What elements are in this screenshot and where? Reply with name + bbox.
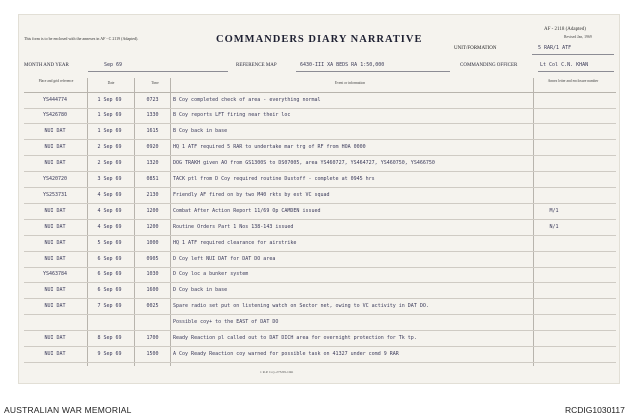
table-row — [24, 300, 616, 316]
record-id: RCDIG1030117 — [565, 405, 625, 415]
row-date: 6 Sep 69 — [97, 271, 122, 278]
row-date: 6 Sep 69 — [97, 287, 122, 294]
row-event: D Coy back in base — [173, 287, 228, 294]
form-number: AF - 2118 (Adapted) — [544, 27, 586, 32]
row-annex: N/1 — [549, 223, 559, 230]
row-event: D Coy left NUI DAT for DAT DO area — [173, 255, 276, 262]
table-row — [24, 316, 616, 332]
ref-map-underline — [296, 71, 450, 72]
unit-value: 5 RAR/1 ATF — [538, 45, 572, 51]
row-time: 1200 — [146, 223, 159, 230]
row-event: B Coy back in base — [173, 128, 228, 135]
table-row — [24, 188, 616, 204]
table-row — [24, 93, 616, 109]
row-place: NUI DAT — [44, 207, 66, 214]
print-footer: 1 R.P. Coy-273/69-10m — [260, 370, 294, 374]
col-header-place: Place and grid reference — [38, 79, 74, 83]
row-date: 6 Sep 69 — [97, 255, 122, 262]
row-time: 1320 — [146, 160, 159, 167]
row-event: DOG TRAKH given AO from GS1300S to DS07005, area YS460727, YS464727, YS460750, YS466750 — [173, 160, 435, 167]
row-date: 3 Sep 69 — [97, 176, 122, 182]
row-event: B Coy completed check of area - everything normal — [173, 96, 321, 103]
row-place: NUI DAT — [44, 128, 66, 135]
row-place: NUI DAT — [44, 255, 66, 262]
row-event: Possible coy+ to the EAST of DAT DO — [173, 319, 279, 326]
row-place: YS426780 — [42, 112, 68, 119]
row-time: 0905 — [146, 255, 159, 262]
row-place: NUI DAT — [44, 335, 66, 341]
table-row — [24, 347, 616, 363]
table-row — [24, 125, 616, 141]
table-row — [24, 173, 616, 189]
table-row — [24, 141, 616, 157]
row-event: TACK ptl from D Coy required routine Dustoff - complete at 0945 hrs — [173, 176, 375, 182]
unit-label: UNIT/FORMATION — [454, 46, 497, 51]
row-time: 1615 — [146, 128, 159, 135]
co-label: COMMANDING OFFICER — [460, 63, 518, 68]
page-title: COMMANDERS DIARY NARRATIVE — [216, 34, 423, 45]
row-time: 1000 — [146, 239, 159, 246]
row-event: HQ 1 ATF required 5 RAR to undertake mar trg of RF from HOA 0000 — [173, 144, 366, 151]
row-time: 1330 — [146, 112, 159, 119]
row-date: 5 Sep 69 — [97, 239, 122, 246]
row-event: Routine Orders Part 1 Nos 138-143 issued — [173, 223, 294, 230]
row-time: 1700 — [146, 335, 159, 341]
row-date: 7 Sep 69 — [97, 303, 122, 310]
row-date: 4 Sep 69 — [97, 223, 122, 230]
row-annex: M/1 — [549, 207, 559, 214]
row-date: 1 Sep 69 — [97, 128, 122, 135]
row-event: B Coy reports LFT firing near their loc — [173, 112, 291, 119]
row-date: 2 Sep 69 — [97, 160, 122, 167]
col-header-event: Event or information — [334, 81, 366, 85]
co-underline — [538, 71, 614, 72]
row-place: NUI DAT — [44, 223, 66, 230]
table-row — [24, 236, 616, 252]
row-place: YS420720 — [42, 176, 68, 182]
row-time: 2130 — [146, 191, 159, 198]
row-date: 4 Sep 69 — [97, 191, 122, 198]
row-date: 9 Sep 69 — [97, 350, 122, 357]
row-time: 1500 — [146, 350, 159, 357]
row-time: 0851 — [146, 176, 159, 182]
table-row — [24, 109, 616, 125]
row-date: 4 Sep 69 — [97, 207, 122, 214]
col-header-date: Date — [107, 81, 115, 85]
row-place: YS463784 — [42, 271, 68, 278]
row-place: NUI DAT — [44, 239, 66, 246]
row-time: 1200 — [146, 207, 159, 214]
row-place: NUI DAT — [44, 303, 66, 310]
row-event: Combat After Action Report 11/69 Op CAMDEN issued — [173, 207, 321, 214]
row-event: Friendly AF fired on by two M40 rkts by est VC squad — [173, 191, 330, 198]
form-note: This form is to be enclosed with the annexes in AF - C 2119 (Adapted). — [24, 36, 139, 41]
row-event: A Coy Ready Reaction coy warned for possible task on 41327 under comd 9 RAR — [173, 350, 399, 357]
row-place: NUI DAT — [44, 350, 66, 357]
row-event: Spare radio set put on listening watch on Sector net, owing to VC activity in DAT DO. — [173, 303, 429, 310]
col-header-annex: Annex letter and enclosure number — [547, 79, 599, 83]
row-date: 1 Sep 69 — [97, 96, 122, 103]
table-row — [24, 220, 616, 236]
row-time: 0025 — [146, 303, 159, 310]
co-value: Lt Col C.N. KHAN — [540, 62, 589, 68]
table-row — [24, 284, 616, 300]
row-place: YS253731 — [42, 191, 68, 198]
row-time: 1600 — [146, 287, 159, 294]
table-row — [24, 332, 616, 348]
row-place: NUI DAT — [44, 144, 66, 151]
row-event: HQ 1 ATF required clearance for airstrike — [173, 239, 297, 246]
row-place: NUI DAT — [44, 160, 66, 167]
table-row — [24, 204, 616, 220]
row-date: 8 Sep 69 — [97, 335, 122, 341]
row-event: D Coy loc a bunker system — [173, 271, 249, 278]
row-date: 1 Sep 69 — [97, 112, 122, 119]
row-time: 0920 — [146, 144, 159, 151]
table-row — [24, 252, 616, 268]
month-value: Sep 69 — [104, 62, 123, 68]
row-place: YS444774 — [42, 96, 68, 103]
month-label: MONTH AND YEAR — [24, 63, 69, 68]
month-underline — [88, 71, 228, 72]
archive-name: AUSTRALIAN WAR MEMORIAL — [4, 405, 132, 415]
revised-date: Revised Jan, 1969 — [564, 35, 592, 39]
ref-map-label: REFERENCE MAP — [236, 63, 277, 68]
table-row — [24, 157, 616, 173]
row-date: 2 Sep 69 — [97, 144, 122, 151]
table-row — [24, 268, 616, 284]
unit-underline — [532, 54, 614, 55]
row-time: 0723 — [146, 96, 159, 103]
row-event: Ready Reaction pl called out to DAT DICH area for overnight protection for Tk tp. — [173, 335, 417, 341]
row-time: 1030 — [146, 271, 159, 278]
ref-map-value: 6430-III XA BEDS RA 1:50,000 — [300, 62, 385, 68]
row-place: NUI DAT — [44, 287, 66, 294]
col-header-time: Time — [151, 81, 159, 85]
